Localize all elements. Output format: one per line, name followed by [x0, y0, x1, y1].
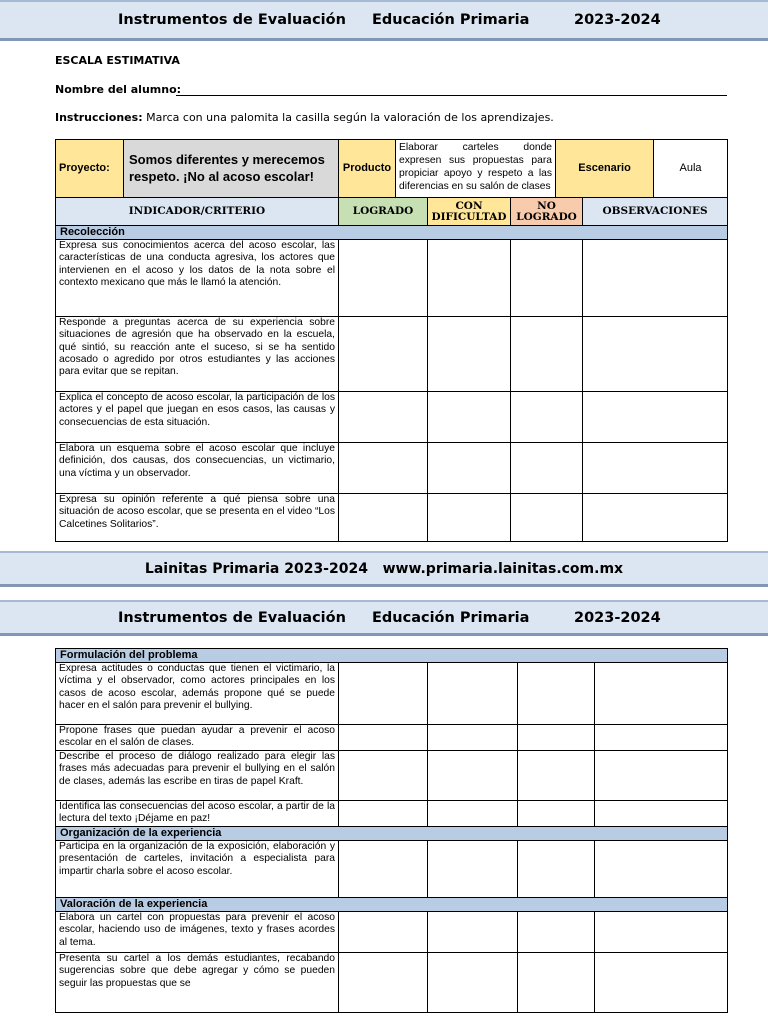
header-title: Instrumentos de Evaluación [118, 609, 346, 626]
cell-observations[interactable] [583, 392, 728, 443]
product-label: Producto [339, 140, 396, 198]
cell-difficulty[interactable] [428, 751, 518, 801]
footer-text: Lainitas Primaria 2023-2024 www.primaria.lainitas.com.mx [144, 560, 624, 577]
criterion-text: Expresa su opinión referente a qué piensa sobre una situación de acoso escolar, que se presenta en el video “Los Calcetines Solitarios”. [56, 494, 339, 542]
cell-not-achieved[interactable] [518, 953, 595, 1013]
project-name: Somos diferentes y merecemos respeto. ¡No al acoso escolar! [124, 140, 339, 198]
cell-achieved[interactable] [339, 912, 428, 953]
cell-difficulty[interactable] [428, 841, 518, 898]
instructions-text: Marca con una palomita la casilla según la valoración de los aprendizajes. [146, 111, 554, 124]
cell-not-achieved[interactable] [511, 392, 583, 443]
cell-observations[interactable] [583, 317, 728, 392]
header-year: 2023-2024 [574, 12, 661, 28]
cell-achieved[interactable] [339, 953, 428, 1013]
col-not-achieved: NO LOGRADO [511, 198, 583, 226]
header-level: Educación Primaria [372, 12, 530, 28]
student-name-label: Nombre del alumno: [55, 83, 182, 96]
page1-header [0, 0, 768, 41]
criterion-text: Responde a preguntas acerca de su experiencia sobre situaciones de agresión que ha observado en la escuela, qué sintió, su reacción ante el suceso, si se ha sentido acosado o agredido por otros estudiantes y las acciones para evitar que se repitan. [56, 317, 339, 392]
cell-difficulty[interactable] [428, 494, 511, 542]
cell-difficulty[interactable] [428, 725, 518, 751]
scenario-value: Aula [654, 140, 728, 198]
header-year: 2023-2024 [574, 609, 661, 626]
cell-achieved[interactable] [339, 443, 428, 494]
cell-achieved[interactable] [339, 317, 428, 392]
criterion-text: Expresa actitudes o conductas que tienen el victimario, la víctima y el observador, como actores principales en los casos de acoso escolar, además propone qué se puede hacer en el salón para prevenir el bullying. [56, 663, 339, 725]
col-achieved: LOGRADO [339, 198, 428, 226]
cell-not-achieved[interactable] [518, 912, 595, 953]
cell-difficulty[interactable] [428, 801, 518, 827]
criterion-text: Describe el proceso de diálogo realizado para elegir las frases más adecuadas para prevenir el bullying en el salón de clases, además las escribe en tiras de papel Kraft. [56, 751, 339, 801]
cell-achieved[interactable] [339, 841, 428, 898]
cell-achieved[interactable] [339, 240, 428, 317]
instructions [55, 111, 554, 124]
product-text: Elaborar carteles donde expresen sus propuestas para propiciar apoyo y respeto a las diferencias en su salón de clases [396, 140, 556, 198]
cell-difficulty[interactable] [428, 240, 511, 317]
section-title: Organización de la experiencia [56, 827, 728, 841]
cell-observations[interactable] [595, 912, 728, 953]
cell-achieved[interactable] [339, 751, 428, 801]
cell-observations[interactable] [595, 801, 728, 827]
criterion-text: Elabora un cartel con propuestas para prevenir el acoso escolar, haciendo uso de imágenes, texto y frases acordes al tema. [56, 912, 339, 953]
cell-achieved[interactable] [339, 725, 428, 751]
col-difficulty: CON DIFICULTAD [428, 198, 511, 226]
criterion-text: Presenta su cartel a los demás estudiantes, recabando sugerencias sobre que debe agregar y cómo se pueden seguir las propuestas que se [56, 953, 339, 1013]
scenario-label: Escenario [556, 140, 654, 198]
header-level: Educación Primaria [372, 609, 530, 626]
cell-observations[interactable] [595, 663, 728, 725]
cell-achieved[interactable] [339, 494, 428, 542]
section-title: Valoración de la experiencia [56, 898, 728, 912]
cell-achieved[interactable] [339, 801, 428, 827]
cell-observations[interactable] [595, 751, 728, 801]
cell-not-achieved[interactable] [518, 725, 595, 751]
cell-difficulty[interactable] [428, 953, 518, 1013]
project-label: Proyecto: [56, 140, 124, 198]
cell-observations[interactable] [595, 953, 728, 1013]
cell-observations[interactable] [595, 841, 728, 898]
header-title: Instrumentos de Evaluación [118, 12, 346, 28]
cell-not-achieved[interactable] [518, 841, 595, 898]
cell-difficulty[interactable] [428, 392, 511, 443]
cell-not-achieved[interactable] [511, 443, 583, 494]
cell-not-achieved[interactable] [511, 240, 583, 317]
cell-not-achieved[interactable] [518, 801, 595, 827]
cell-not-achieved[interactable] [518, 751, 595, 801]
cell-achieved[interactable] [339, 663, 428, 725]
cell-difficulty[interactable] [428, 317, 511, 392]
section-title: Formulación del problema [56, 649, 728, 663]
cell-not-achieved[interactable] [511, 494, 583, 542]
cell-observations[interactable] [595, 725, 728, 751]
cell-observations[interactable] [583, 240, 728, 317]
evaluation-table-page1 [55, 139, 728, 542]
col-criterion: INDICADOR/CRITERIO [56, 198, 339, 226]
col-observations: OBSERVACIONES [583, 198, 728, 226]
evaluation-table-page2 [55, 648, 728, 1013]
doc-title: ESCALA ESTIMATIVA [55, 54, 180, 67]
page2-header [0, 600, 768, 636]
cell-observations[interactable] [583, 494, 728, 542]
cell-difficulty[interactable] [428, 443, 511, 494]
section-title: Recolección [56, 226, 728, 240]
criterion-text: Elabora un esquema sobre el acoso escolar que incluye definición, dos causas, dos consecuencias, un victimario, una víctima y un observador. [56, 443, 339, 494]
cell-difficulty[interactable] [428, 912, 518, 953]
instructions-label: Instrucciones: [55, 111, 143, 124]
criterion-text: Identifica las consecuencias del acoso escolar, a partir de la lectura del texto ¡Déjame en paz! [56, 801, 339, 827]
cell-not-achieved[interactable] [511, 317, 583, 392]
cell-difficulty[interactable] [428, 663, 518, 725]
cell-not-achieved[interactable] [518, 663, 595, 725]
footer-band [0, 551, 768, 587]
cell-observations[interactable] [583, 443, 728, 494]
student-name-line[interactable] [176, 95, 727, 96]
cell-achieved[interactable] [339, 392, 428, 443]
criterion-text: Expresa sus conocimientos acerca del acoso escolar, las características de una conducta agresiva, los actores que intervienen en el acoso y los datos de la nota sobre el contexto mexicano que más le llamó la atención. [56, 240, 339, 317]
criterion-text: Propone frases que puedan ayudar a prevenir el acoso escolar en el salón de clases. [56, 725, 339, 751]
criterion-text: Participa en la organización de la exposición, elaboración y presentación de carteles, invitación a especialista para impartir charla sobre el acoso escolar. [56, 841, 339, 898]
criterion-text: Explica el concepto de acoso escolar, la participación de los actores y el papel que juegan en esos casos, las causas y consecuencias de esta situación. [56, 392, 339, 443]
